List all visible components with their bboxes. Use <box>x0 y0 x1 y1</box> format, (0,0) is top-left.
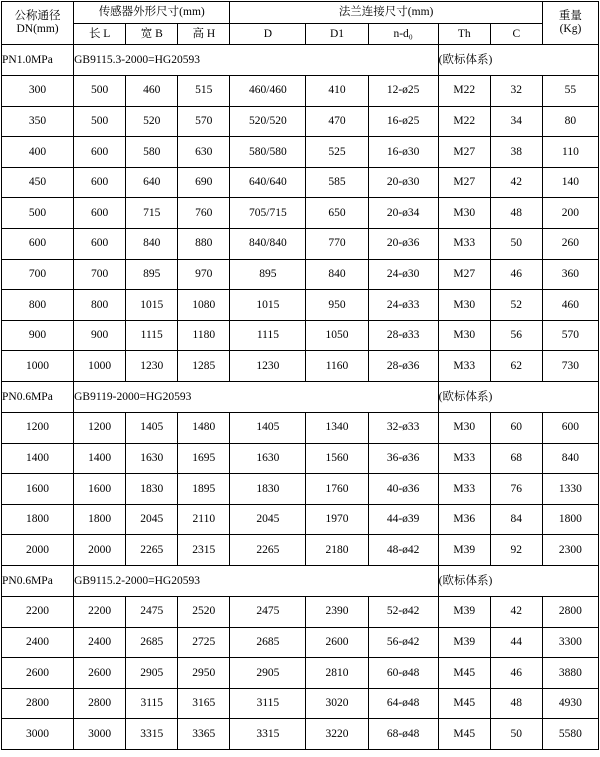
table-cell: 84 <box>490 504 542 535</box>
table-row <box>2 504 599 535</box>
header-weight-subtitle: (Kg) <box>559 23 582 35</box>
table-cell: 32 <box>490 76 542 107</box>
table-cell: 28-ø36 <box>368 351 438 382</box>
table-cell: 2600 <box>2 658 74 689</box>
section-pressure-label: PN1.0MPa <box>2 45 74 76</box>
header-dn-group <box>2 2 74 45</box>
table-cell: 2000 <box>2 535 74 566</box>
section-standard: GB9115.3-2000=HG20593 <box>74 45 439 76</box>
table-cell: 56-ø42 <box>368 627 438 658</box>
table-cell: 715 <box>126 198 178 229</box>
table-cell: 2180 <box>306 535 368 566</box>
table-cell: 840/840 <box>230 228 306 259</box>
table-cell: 2810 <box>306 658 368 689</box>
table-cell: 2800 <box>74 688 126 719</box>
table-cell: 3115 <box>230 688 306 719</box>
header-col-length: 长 L <box>74 24 126 45</box>
table-cell: 2905 <box>230 658 306 689</box>
header-col-bolts: n-d₀ <box>368 24 438 45</box>
table-cell: 42 <box>490 596 542 627</box>
table-cell: M30 <box>438 198 490 229</box>
table-cell: 460/460 <box>230 76 306 107</box>
table-cell: 5580 <box>542 719 598 750</box>
table-cell: 1830 <box>230 474 306 505</box>
table-cell: M22 <box>438 76 490 107</box>
table-row <box>2 290 599 321</box>
table-cell: 2400 <box>2 627 74 658</box>
table-cell: M39 <box>438 535 490 566</box>
table-cell: 3300 <box>542 627 598 658</box>
table-cell: 24-ø33 <box>368 290 438 321</box>
table-row <box>2 137 599 168</box>
table-cell: 50 <box>490 228 542 259</box>
table-cell: M27 <box>438 167 490 198</box>
table-row <box>2 443 599 474</box>
table-cell: 840 <box>542 443 598 474</box>
table-cell: 28-ø33 <box>368 320 438 351</box>
table-cell: 48 <box>490 688 542 719</box>
table-cell: 600 <box>74 167 126 198</box>
table-cell: 2725 <box>178 627 230 658</box>
header-sensor-group: 传感器外形尺寸(mm) <box>74 2 230 24</box>
table-cell: 360 <box>542 259 598 290</box>
table-cell: 1330 <box>542 474 598 505</box>
table-cell: 1200 <box>74 412 126 443</box>
table-cell: 2475 <box>230 596 306 627</box>
table-cell: 640 <box>126 167 178 198</box>
table-cell: 585 <box>306 167 368 198</box>
table-cell: 520 <box>126 106 178 137</box>
table-cell: 200 <box>542 198 598 229</box>
table-cell: 3165 <box>178 688 230 719</box>
section-pressure-label: PN0.6MPa <box>2 565 74 596</box>
table-cell: 92 <box>490 535 542 566</box>
table-cell: 1230 <box>126 351 178 382</box>
table-cell: 500 <box>74 106 126 137</box>
table-cell: 3115 <box>126 688 178 719</box>
table-cell: 42 <box>490 167 542 198</box>
table-cell: 32-ø33 <box>368 412 438 443</box>
table-cell: 460 <box>542 290 598 321</box>
table-cell: 48-ø42 <box>368 535 438 566</box>
table-cell: 600 <box>542 412 598 443</box>
table-cell: 2475 <box>126 596 178 627</box>
table-cell: 2265 <box>126 535 178 566</box>
table-cell: 68 <box>490 443 542 474</box>
table-row <box>2 688 599 719</box>
table-cell: 700 <box>74 259 126 290</box>
table-cell: 1015 <box>230 290 306 321</box>
table-cell: 20-ø34 <box>368 198 438 229</box>
table-cell: 2905 <box>126 658 178 689</box>
table-cell: 800 <box>74 290 126 321</box>
section-pressure-label: PN0.6MPa <box>2 381 74 412</box>
section-standard: GB9119-2000=HG20593 <box>74 381 439 412</box>
table-cell: 1115 <box>126 320 178 351</box>
table-cell: 1970 <box>306 504 368 535</box>
table-cell: 2520 <box>178 596 230 627</box>
table-row <box>2 320 599 351</box>
table-cell: 44-ø39 <box>368 504 438 535</box>
table-cell: 4930 <box>542 688 598 719</box>
table-row <box>2 76 599 107</box>
section-note: (欧标体系) <box>438 45 598 76</box>
table-cell: 580/580 <box>230 137 306 168</box>
table-cell: 1405 <box>230 412 306 443</box>
table-cell: 68-ø48 <box>368 719 438 750</box>
table-cell: 3315 <box>126 719 178 750</box>
table-cell: 52 <box>490 290 542 321</box>
table-cell: 705/715 <box>230 198 306 229</box>
table-cell: 600 <box>74 137 126 168</box>
table-cell: 2265 <box>230 535 306 566</box>
header-col-d1: D1 <box>306 24 368 45</box>
table-cell: 580 <box>126 137 178 168</box>
table-row <box>2 658 599 689</box>
table-cell: 2800 <box>2 688 74 719</box>
table-cell: 2045 <box>126 504 178 535</box>
table-cell: 630 <box>178 137 230 168</box>
table-cell: M27 <box>438 259 490 290</box>
table-cell: 1895 <box>178 474 230 505</box>
table-cell: 1480 <box>178 412 230 443</box>
table-cell: 2000 <box>74 535 126 566</box>
table-cell: M30 <box>438 412 490 443</box>
table-cell: 3000 <box>74 719 126 750</box>
table-cell: 650 <box>306 198 368 229</box>
table-cell: 24-ø30 <box>368 259 438 290</box>
section-standard: GB9115.2-2000=HG20593 <box>74 565 439 596</box>
table-cell: M39 <box>438 596 490 627</box>
table-cell: 2300 <box>542 535 598 566</box>
table-cell: 900 <box>74 320 126 351</box>
table-cell: 895 <box>126 259 178 290</box>
table-cell: 350 <box>2 106 74 137</box>
table-cell: M36 <box>438 504 490 535</box>
header-dn-title: 公称通径 <box>14 10 61 23</box>
table-cell: 1015 <box>126 290 178 321</box>
table-cell: 840 <box>306 259 368 290</box>
table-cell: M30 <box>438 320 490 351</box>
header-flange-group: 法兰连接尺寸(mm) <box>230 2 543 24</box>
table-cell: M39 <box>438 627 490 658</box>
table-cell: 46 <box>490 259 542 290</box>
table-cell: 40-ø36 <box>368 474 438 505</box>
table-cell: 60 <box>490 412 542 443</box>
table-cell: 1400 <box>2 443 74 474</box>
table-cell: 770 <box>306 228 368 259</box>
table-cell: 470 <box>306 106 368 137</box>
table-row <box>2 351 599 382</box>
table-cell: 1830 <box>126 474 178 505</box>
table-cell: 64-ø48 <box>368 688 438 719</box>
table-cell: 520/520 <box>230 106 306 137</box>
table-cell: 1630 <box>230 443 306 474</box>
table-cell: 55 <box>542 76 598 107</box>
table-cell: 1630 <box>126 443 178 474</box>
table-cell: 600 <box>2 228 74 259</box>
table-cell: 1600 <box>74 474 126 505</box>
table-cell: 80 <box>542 106 598 137</box>
table-cell: 900 <box>2 320 74 351</box>
table-cell: 36-ø36 <box>368 443 438 474</box>
table-cell: 20-ø36 <box>368 228 438 259</box>
table-cell: 2200 <box>2 596 74 627</box>
table-cell: 460 <box>126 76 178 107</box>
table-cell: 1340 <box>306 412 368 443</box>
header-col-height: 高 H <box>178 24 230 45</box>
table-row <box>2 259 599 290</box>
table-cell: 1800 <box>2 504 74 535</box>
table-cell: 410 <box>306 76 368 107</box>
table-cell: 515 <box>178 76 230 107</box>
table-cell: 700 <box>2 259 74 290</box>
table-cell: 1400 <box>74 443 126 474</box>
table-cell: 3880 <box>542 658 598 689</box>
table-cell: 76 <box>490 474 542 505</box>
table-cell: M45 <box>438 719 490 750</box>
table-cell: 2045 <box>230 504 306 535</box>
table-cell: 3315 <box>230 719 306 750</box>
table-cell: 525 <box>306 137 368 168</box>
table-body <box>2 2 599 750</box>
table-cell: 760 <box>178 198 230 229</box>
table-cell: 2800 <box>542 596 598 627</box>
table-row <box>2 412 599 443</box>
table-cell: 3365 <box>178 719 230 750</box>
table-cell: 16-ø25 <box>368 106 438 137</box>
table-cell: M30 <box>438 290 490 321</box>
table-cell: 450 <box>2 167 74 198</box>
table-cell: 950 <box>306 290 368 321</box>
table-cell: 3020 <box>306 688 368 719</box>
table-cell: 1285 <box>178 351 230 382</box>
table-cell: 2685 <box>126 627 178 658</box>
table-cell: 34 <box>490 106 542 137</box>
table-cell: 62 <box>490 351 542 382</box>
table-cell: 3000 <box>2 719 74 750</box>
table-cell: 570 <box>178 106 230 137</box>
table-cell: 2315 <box>178 535 230 566</box>
table-cell: M33 <box>438 474 490 505</box>
table-cell: M27 <box>438 137 490 168</box>
table-row <box>2 596 599 627</box>
table-cell: 1800 <box>74 504 126 535</box>
table-cell: 1230 <box>230 351 306 382</box>
section-row <box>2 565 599 596</box>
header-col-th: Th <box>438 24 490 45</box>
table-row <box>2 719 599 750</box>
table-cell: 1695 <box>178 443 230 474</box>
table-cell: 1405 <box>126 412 178 443</box>
table-cell: 1080 <box>178 290 230 321</box>
table-cell: 800 <box>2 290 74 321</box>
table-cell: 1180 <box>178 320 230 351</box>
table-cell: 2685 <box>230 627 306 658</box>
table-cell: 56 <box>490 320 542 351</box>
table-cell: M22 <box>438 106 490 137</box>
table-cell: 110 <box>542 137 598 168</box>
table-cell: 16-ø30 <box>368 137 438 168</box>
table-cell: 1050 <box>306 320 368 351</box>
header-col-d: D <box>230 24 306 45</box>
section-note: (欧标体系) <box>438 565 598 596</box>
table-cell: 880 <box>178 228 230 259</box>
table-cell: 2390 <box>306 596 368 627</box>
table-cell: 50 <box>490 719 542 750</box>
header-weight-title: 重量 <box>558 10 582 23</box>
table-cell: M45 <box>438 658 490 689</box>
table-cell: 60-ø48 <box>368 658 438 689</box>
header-weight-group <box>542 2 598 45</box>
table-cell: 730 <box>542 351 598 382</box>
table-cell: M33 <box>438 228 490 259</box>
header-row-columns <box>2 24 599 45</box>
table-cell: 3220 <box>306 719 368 750</box>
table-cell: 500 <box>74 76 126 107</box>
table-row <box>2 198 599 229</box>
table-cell: 500 <box>2 198 74 229</box>
table-cell: M33 <box>438 443 490 474</box>
table-cell: 1000 <box>2 351 74 382</box>
table-cell: 400 <box>2 137 74 168</box>
table-cell: 640/640 <box>230 167 306 198</box>
table-cell: 1000 <box>74 351 126 382</box>
table-cell: 1160 <box>306 351 368 382</box>
specification-table <box>1 1 599 750</box>
section-row <box>2 45 599 76</box>
table-cell: 12-ø25 <box>368 76 438 107</box>
table-row <box>2 535 599 566</box>
table-cell: 2950 <box>178 658 230 689</box>
table-row <box>2 167 599 198</box>
table-cell: 840 <box>126 228 178 259</box>
table-cell: 895 <box>230 259 306 290</box>
table-cell: 1600 <box>2 474 74 505</box>
table-cell: 2600 <box>306 627 368 658</box>
table-row <box>2 474 599 505</box>
table-cell: 1200 <box>2 412 74 443</box>
header-row-groups <box>2 2 599 24</box>
table-cell: 52-ø42 <box>368 596 438 627</box>
table-row <box>2 106 599 137</box>
header-col-c: C <box>490 24 542 45</box>
table-cell: 1560 <box>306 443 368 474</box>
table-cell: 46 <box>490 658 542 689</box>
table-cell: 2600 <box>74 658 126 689</box>
section-row <box>2 381 599 412</box>
table-cell: 48 <box>490 198 542 229</box>
table-cell: 20-ø30 <box>368 167 438 198</box>
table-cell: 1800 <box>542 504 598 535</box>
table-cell: 44 <box>490 627 542 658</box>
table-cell: 300 <box>2 76 74 107</box>
table-cell: 260 <box>542 228 598 259</box>
table-cell: M45 <box>438 688 490 719</box>
table-cell: 570 <box>542 320 598 351</box>
header-col-width: 宽 B <box>126 24 178 45</box>
table-cell: 1115 <box>230 320 306 351</box>
table-cell: 2200 <box>74 596 126 627</box>
table-cell: 1760 <box>306 474 368 505</box>
header-dn-subtitle: DN(mm) <box>16 23 59 35</box>
table-cell: 38 <box>490 137 542 168</box>
table-cell: M33 <box>438 351 490 382</box>
table-cell: 690 <box>178 167 230 198</box>
section-note: (欧标体系) <box>438 381 598 412</box>
table-cell: 600 <box>74 228 126 259</box>
table-cell: 970 <box>178 259 230 290</box>
table-row <box>2 228 599 259</box>
table-cell: 2110 <box>178 504 230 535</box>
table-row <box>2 627 599 658</box>
table-cell: 140 <box>542 167 598 198</box>
table-cell: 600 <box>74 198 126 229</box>
table-cell: 2400 <box>74 627 126 658</box>
